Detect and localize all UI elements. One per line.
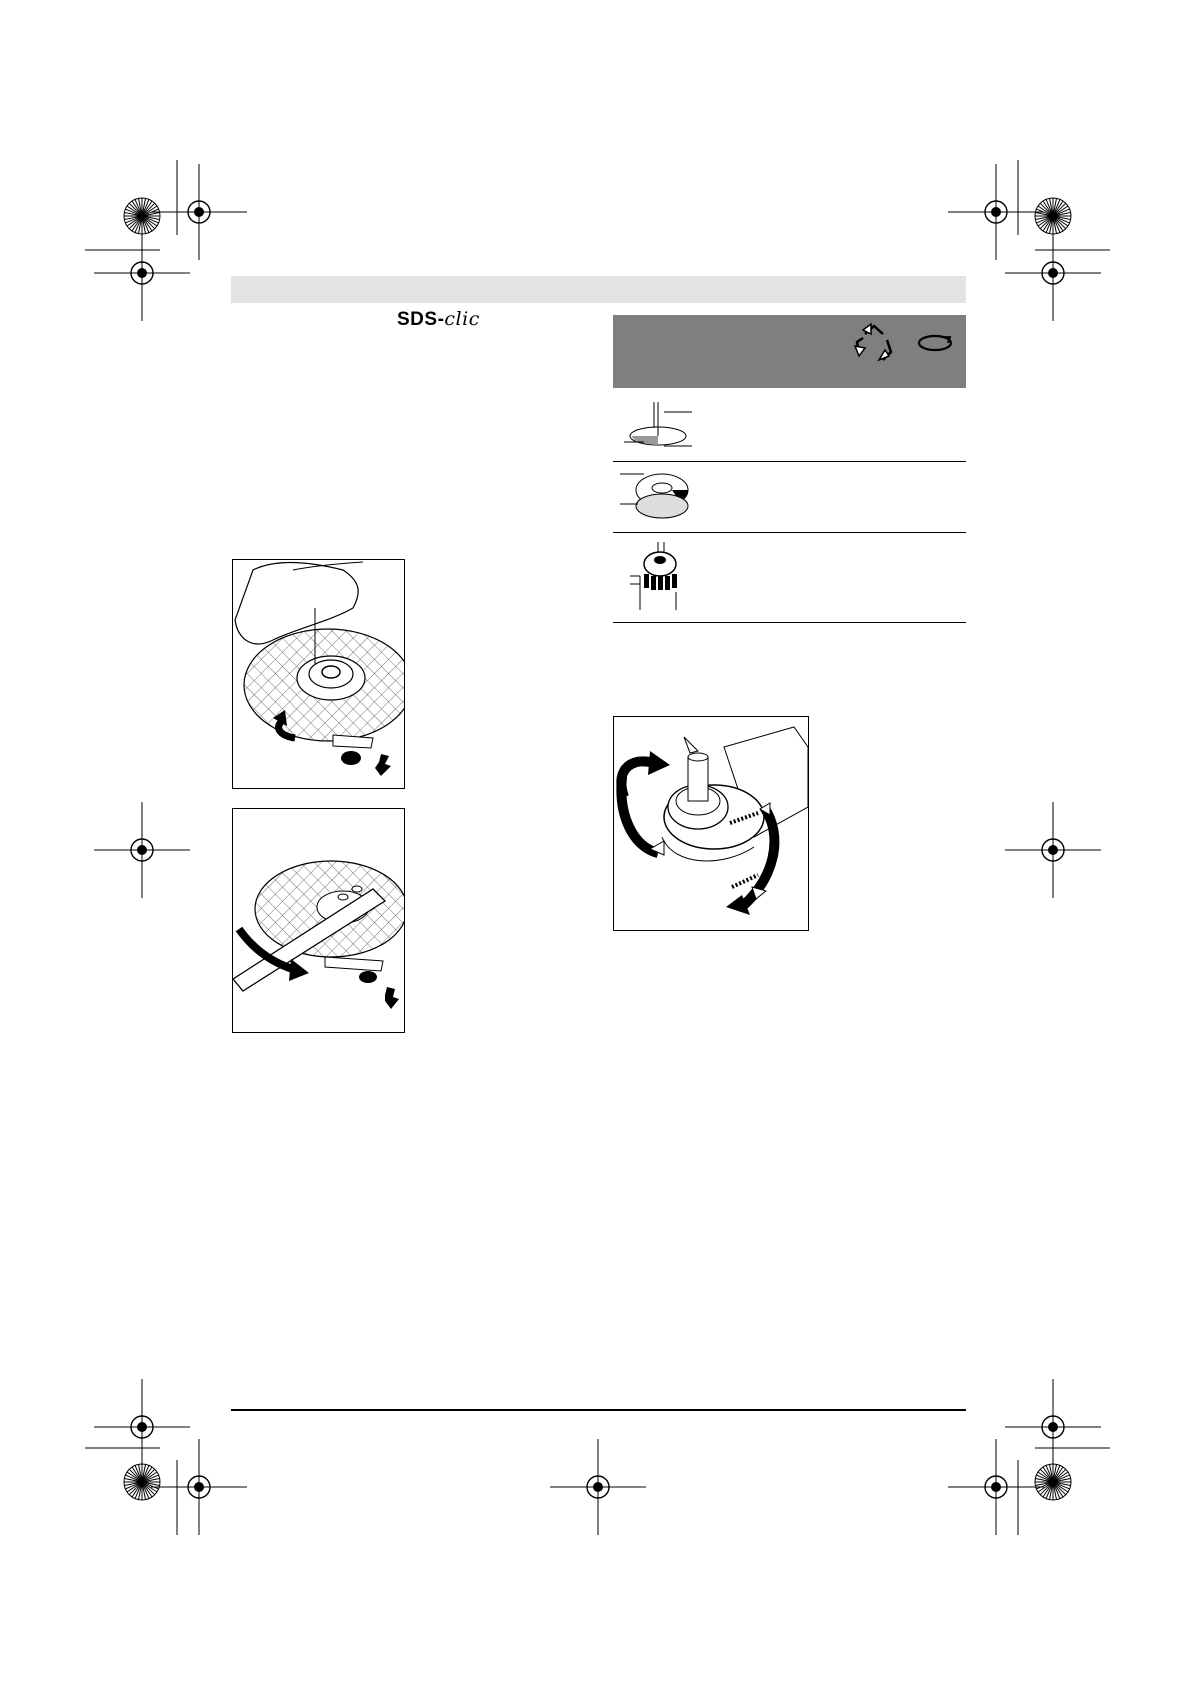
recycle-panel [613,315,966,388]
table-divider [613,622,966,623]
logo-prefix: SDS- [397,309,445,330]
logo-suffix: clic [444,308,480,330]
table-divider [613,532,966,533]
figure-clamping-nut-by-hand [232,559,405,789]
grinding-disc-icon [620,468,700,526]
table-divider [613,461,966,462]
footer-rule [231,1409,966,1411]
sds-clic-logo [397,308,480,331]
ring-icon [916,331,954,355]
cutting-disc-icon [620,398,700,450]
cup-brush-icon [620,540,690,612]
figure-clamping-nut-with-wrench [232,808,405,1033]
recycle-icon [849,320,899,370]
figure-rotating-gear-head [613,716,809,931]
header-bar [231,276,966,303]
